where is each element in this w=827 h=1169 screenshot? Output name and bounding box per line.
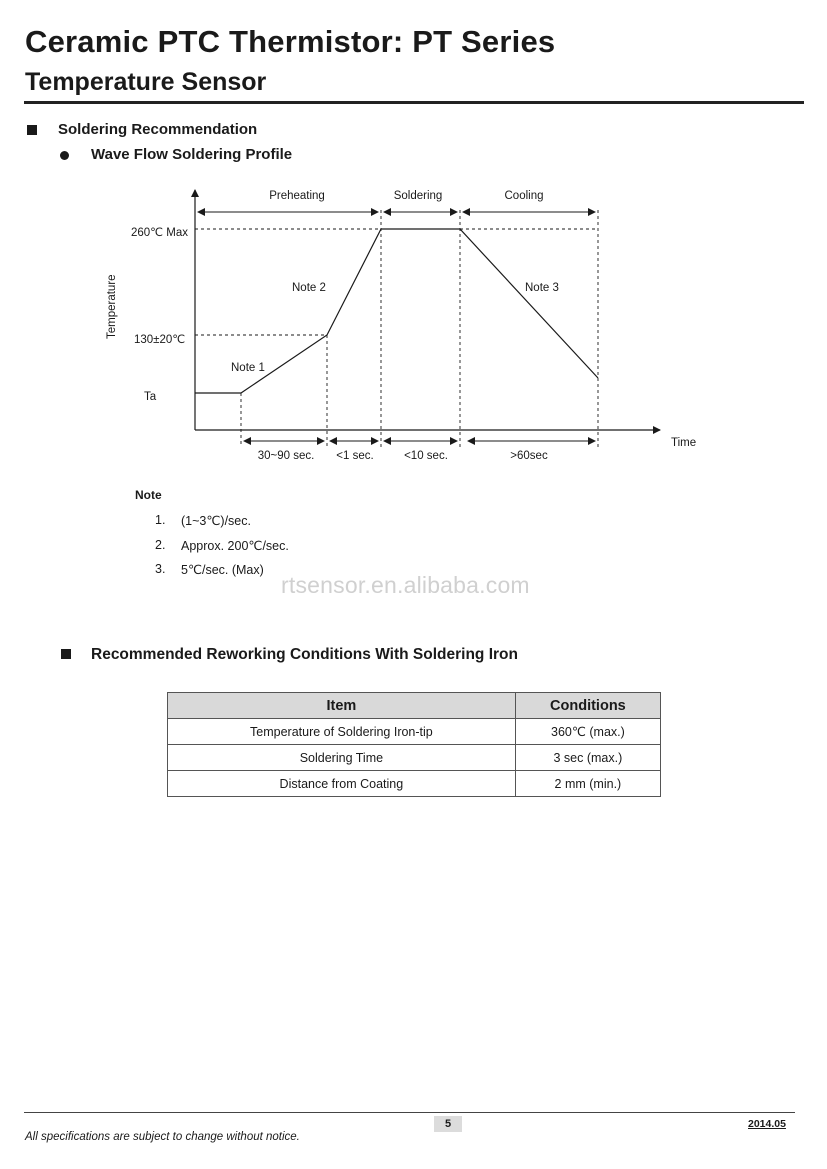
table-header-item: Item [168, 693, 516, 719]
watermark: rtsensor.en.alibaba.com [281, 572, 530, 598]
x-axis-label: Time [671, 437, 697, 449]
y-axis-label: Temperature [106, 274, 118, 339]
square-bullet-icon [61, 649, 71, 659]
phase-label-cooling: Cooling [504, 190, 544, 202]
table-row [168, 719, 661, 745]
note-number: 3. [155, 562, 166, 576]
interval-label-3: <10 sec. [404, 450, 448, 462]
interval-label-4: >60sec [510, 450, 548, 462]
header-divider [24, 101, 804, 104]
phase-label-preheating: Preheating [269, 190, 325, 202]
note-heading: Note [135, 488, 162, 502]
note-text: 5℃/sec. (Max) [181, 563, 264, 577]
table-cell-item: Distance from Coating [168, 771, 516, 797]
phase-label-soldering: Soldering [393, 190, 443, 202]
subsection-heading-wave-flow: Wave Flow Soldering Profile [91, 146, 293, 163]
note-number: 2. [155, 538, 166, 552]
note-text: Approx. 200℃/sec. [181, 539, 289, 553]
interval-label-2: <1 sec. [336, 450, 374, 462]
page-title: Ceramic PTC Thermistor: PT Series [25, 24, 556, 59]
footer-notice: All specifications are subject to change without notice. [25, 1131, 300, 1143]
square-bullet-icon [27, 125, 37, 135]
document-date: 2014.05 [748, 1118, 786, 1130]
interval-label-1: 30~90 sec. [257, 450, 315, 462]
reworking-conditions-table [167, 692, 661, 797]
y-level-130: 130±20℃ [134, 334, 186, 346]
annotation-note-1: Note 1 [231, 362, 265, 374]
footer-divider [24, 1112, 795, 1113]
table-row [168, 745, 661, 771]
annotation-note-2: Note 2 [292, 282, 326, 294]
section-heading-soldering: Soldering Recommendation [58, 121, 258, 138]
table-header-conditions: Conditions [515, 693, 660, 719]
table-cell-condition: 2 mm (min.) [515, 771, 660, 797]
table-row [168, 771, 661, 797]
table-cell-item: Temperature of Soldering Iron-tip [168, 719, 516, 745]
table-header-row [168, 693, 661, 719]
table-cell-condition: 360℃ (max.) [515, 719, 660, 745]
page-subtitle: Temperature Sensor [25, 68, 267, 96]
round-bullet-icon [60, 151, 69, 160]
soldering-profile-chart [0, 175, 827, 475]
table-cell-condition: 3 sec (max.) [515, 745, 660, 771]
note-number: 1. [155, 513, 166, 527]
page-number: 5 [434, 1116, 462, 1132]
table-cell-item: Soldering Time [168, 745, 516, 771]
y-level-ta: Ta [144, 391, 157, 403]
y-level-260: 260℃ Max [131, 227, 189, 239]
note-text: (1~3℃)/sec. [181, 514, 251, 528]
section-heading-reworking: Recommended Reworking Conditions With Soldering Iron [91, 646, 518, 663]
annotation-note-3: Note 3 [525, 282, 559, 294]
